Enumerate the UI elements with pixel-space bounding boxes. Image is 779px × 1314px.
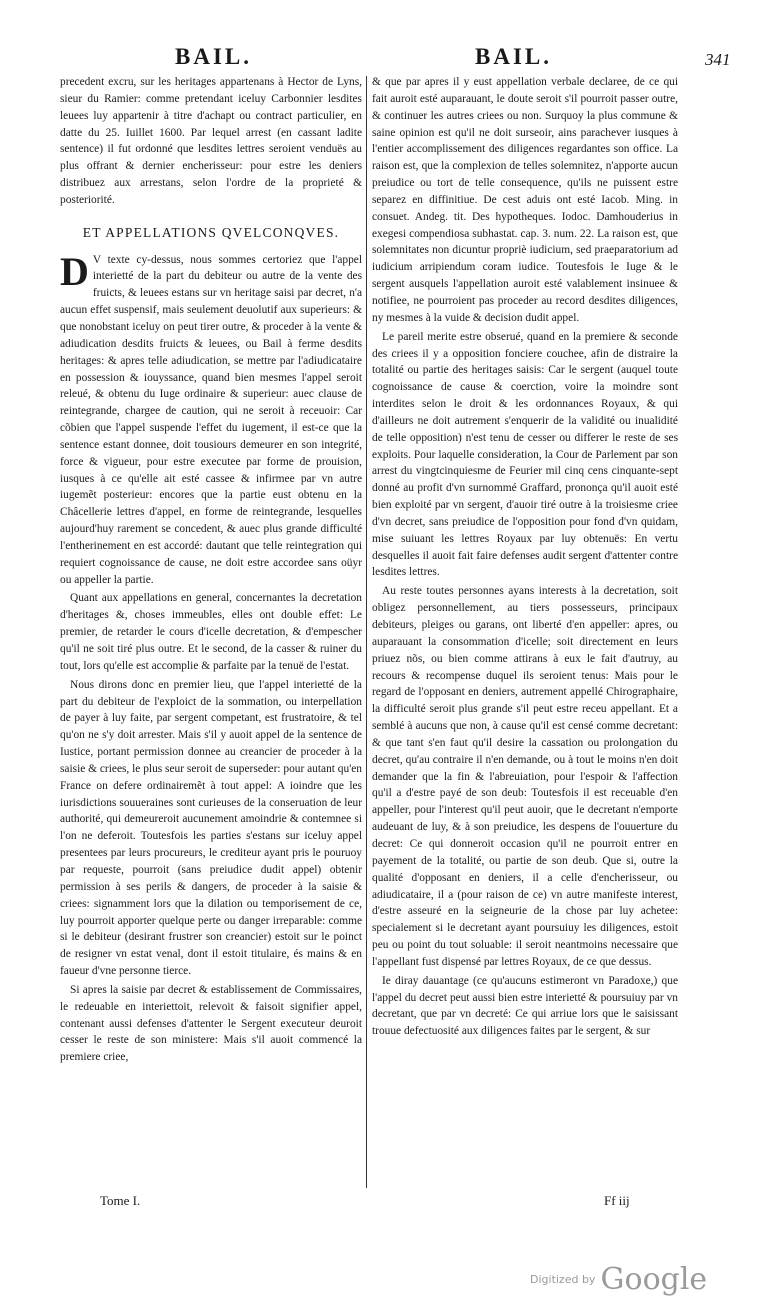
left-paragraph-4: Si apres la saisie par decret & establissement de Commissaires, le redeuable en interiettoit, relevoit & faisoit signifier appel, contenant aussi defenses d'attenter le Sergent executeur deuroit cesser le reste de son ministere: Mais s'il auoit commencé la premiere criee, [60,983,362,1064]
right-paragraph-3: Au reste toutes personnes ayans interests à la decretation, soit obligez personnellement, au tiers possesseurs, principaux debiteurs, pleiges ou garans, ont liberté d'en appeller: apres, ou auparauant la consommation d'icelle; soit directement en leurs priuez nõs, ou bien comme attirans à eux le fait d'autruy, au recours & recompense duquel ils seroient tenus: Mais pour le regard de l'opposant en deniers, autrement appellé Chirographaire, la difficulté seroit plus grande s'il peut estre receu appellant. Et a semblé à aucuns que non, à cause qu'il est censé comme decretant: & que tant s'en faut qu'il desire la cassation ou prolongation du decret, qu'au contraire il n'en demande, ou à tout le moins n'en doit demander que la fin & l'abreuiation, pour l'espoir & l'affection qu'il a d'estre payé de son deub: Toutesfois il est receuable d'en appeller, pour l'interest qu'il peut auoir, que le decretant n'emporte audeuant de luy, & à son preiudice, les despens de l'ouuerture du decret: Ce qui donneroit occasion qu'il ne pourroit entrer en payement de la totalité, ou partie de son deub. Que si, outre la qualité d'opposant en deniers, il a celle d'encherisseur, ou adiudicataire, il a (pour raison de ce) vn autre manifeste interest, d'estre asseuré en la seigneurie de la chose par luy achetee: specialement si le decretant ayant poursuiuy les diligences, estoit peu ou point du tout soluable: il seroit neantmoins necessaire que l'appellant fust dispensé par lettres Royaux, de ce que dessus. [372,585,678,968]
left-paragraph-1-text: V texte cy-dessus, nous sommes certoriez que l'appel interietté de la part du debiteur ou autre de la vente des fruicts, & leuees estans sur vn heritage saisi par decret, n'a aucun effet suspensif, mais seulement deuolutif aux superieurs: & que nonobstant iceluy on peut tirer outre, & proceder à la vente & adiudication desdits fruicts & leuees, ou Bail à ferme desdits heritages: & apres telle adiudication, se mettre par l'adiudicataire en possession & iouyssance, quand bien mesmes l'appel seroit releué, & obtenu du Iuge ordinaire & superieur: auec clause de reintegrande, chargee de caution, qui ne seroit à receuoir: Car cõbien que l'appel suspende l'effet du iugement, il est-ce que la sentence estant donnee, doit tousiours demeurer en son integrité, force & vigueur, pour estre executee par forme de prouision, iusques à ce qu'elle ait esté cassee & infirmee par vn autre iugemẽt posterieur: encores que la partie eust obtenu en la Châcellerie lettres d'appel, en forme de reintegrande, lesquelles aujourd'huy rarement se concedent, & auec plus grande difficulté l'entherinement en est accordé: dautant que telle reintegration qui requiert cognoissance de cause, ne doit estre accordee sans oüyr ou appeller la partie. [60,253,362,586]
left-paragraph-1 [60,248,362,589]
section-title: ET APPELLATIONS QVELCONQVES. [82,224,340,240]
page-number: 341 [705,50,731,69]
google-watermark [530,1262,707,1297]
footer-signature: Ff iij [604,1193,630,1208]
left-intro-paragraph: precedent excru, sur les heritages appartenans à Hector de Lyns, sieur du Ramier: comme pretendant iceluy Carbonnier lesdites leuees luy appartenir à titre d'achapt ou contract particulier, en datte du 25. Iuillet 1600. Par lequel arrest (en cassant ladite sentence) il fut ordonné que lesdites lettres seroient venduës au plus offrant & dernier encherisseur: pour estre les deniers distribuez aux arrestans, selon l'ordre de la proprieté & posteriorité. [60,76,362,206]
right-paragraph-2: Le pareil merite estre obserué, quand en la premiere & seconde des criees il y a opposition fonciere couchee, afin de distraire la totalité ou partie des heritages saisis: Car le sergent (auquel toute cognoissance de cause & coerction, voire la moindre sont interdites selon le droit & les ordonnances Royaux, & qui d'ailleurs ne doit autrement s'enquerir de la validité ou inualidité de telle opposition) n'est tenu de cesser ou differer le reste de ses exploits. Pour laquelle consideration, la Cour de Parlement par son arrest du vingtcinquiesme de Feurier mil cinq cens cinquante-sept donné au profit d'vn surnommé Graffard, prononça qu'il auoit esté bien exploité par vn sergent, d'auoir tiré outre à la troisiesme criee d'vn decret, sans preiudice de l'opposition pour fond d'vn quidam, mise suiuant les lettres Royaux par luy obtenuës: En vertu desquelles il auoit fait faire defenses audit sergent d'attenter contre lesdites lettres. [372,330,678,579]
running-head-right: BAIL. [475,44,552,69]
watermark-google-logo: Google [600,1262,708,1297]
running-head-left: BAIL. [175,44,252,69]
column-divider [366,76,367,1188]
right-paragraph-4: Ie diray dauantage (ce qu'aucuns estimeront vn Paradoxe,) que l'appel du decret peut aussi bien estre interietté & poursuiuy par vn decretant, que par vn decreté: Ce qui arriue lors que le saisissant trouue defectuosité aux diligences faites par le sergent, & sur [372,974,678,1038]
watermark-digitized-by: Digitized by [530,1273,596,1286]
drop-cap: D [60,248,89,294]
left-paragraph-3: Nous dirons donc en premier lieu, que l'appel interietté de la part du debiteur de l'exploict de la sommation, ou interpellation de payer à luy faite, par sergent competant, est frustratoire, & tel qu'on ne s'y doit arrester. Mais s'il y auoit appel de la sentence de Iustice, portant permission donnee au creancier de proceder à la saisie & criees, le plus seur seroit de superseder: pour autant qu'en France on defere ordinairemẽt à tout appel: A ioindre que les iurisdictions souueraines sont curieuses de la conseruation de leur authorité, qui demeureroit aucunement amoindrie & contemnee si l'on ne deferoit. Toutesfois les parties s'estans sur iceluy appel presentees par leurs procureurs, le crediteur ayant pris le pouruoy par requeste, pourroit (sans preiudice dudit appel) obtenir permission à ses perils & dangers, de proceder à la saisie & criees: signamment lors que la dilation ou temporisement de ce, luy pourroit apporter quelque perte ou danger irreparable: comme si le debiteur (desirant frustrer son creancier) estoit sur le poinct de resigner vn estat venal, dont il estoit titulaire, és mains & en faueur d'vne personne tierce. [60,678,362,978]
footer-tome: Tome I. [100,1193,141,1208]
right-paragraph-1: & que par apres il y eust appellation verbale declaree, de ce qui fait auroit esté auparauant, le doute seroit s'il pourroit passer outre, & continuer les autres criees ou non. Surquoy la plus commune & saine opinion est qu'il ne doit surseoir, ains parachever iusques à l'entier accomplissement des diligences regardantes son office. La raison est, que la complexion de telles solemnitez, n'apporte aucun preiudice ou tort de telle consequence, qu'ils ne puissent estre separez en diffinitiue. De cest aduis ont esté Iacob. Ming. in consuet. Andeg. tit. Des hypotheques. Iodoc. Damhouderius in exegesi compendiosa subhastat. cap. 3. num. 22. La raison est, que solemnitates non dicuntur propriè iudicium, sed praeparatorium ad iudicium arripiendum coram iudice. Toutesfois le Iuge & le sergent ausquels l'appellation auroit esté valablement insinuee & notifiee, ne pourroient pas proceder au record desdites diligences, ny mesmes à la vuide & decision dudit appel. [372,76,678,324]
left-column [60,74,362,1068]
right-column [372,74,678,1042]
left-paragraph-2: Quant aux appellations en general, concernantes la decretation d'heritages &, choses immeubles, elles ont double effet: Le premier, de retarder le cours d'icelle decretation, & d'empescher qu'il ne soit tiré plus outre. Et le second, de la casser & ruiner du tout, lors qu'elle est accomplie & parfaite par la tenuë de l'estat. [60,592,362,672]
